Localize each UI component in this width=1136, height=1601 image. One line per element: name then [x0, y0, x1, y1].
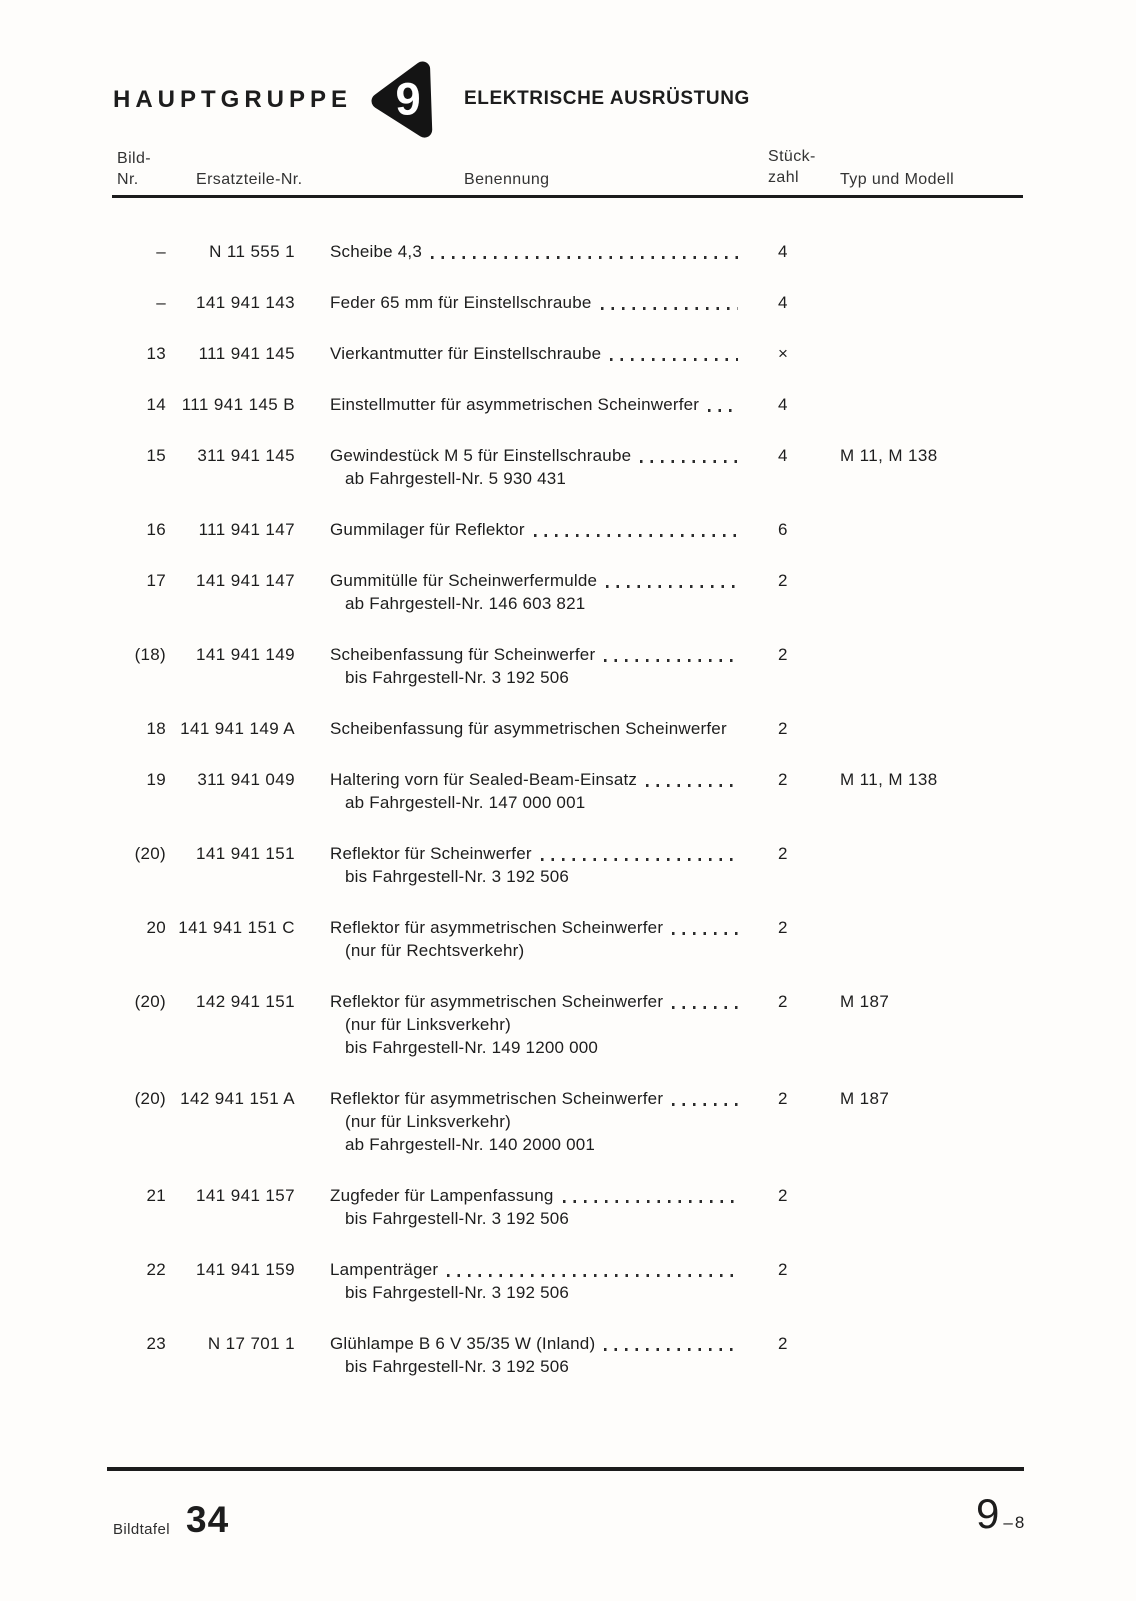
table-row [113, 291, 1028, 314]
chassis-note: (nur für Rechtsverkehr) [345, 941, 525, 960]
dotted-leader [563, 1200, 738, 1203]
part-name-cell [330, 291, 740, 314]
group-9-badge-icon [371, 55, 443, 143]
quantity-cell: 2 [778, 1186, 788, 1205]
table-row [113, 444, 1028, 490]
quantity-cell: 4 [778, 293, 788, 312]
dotted-leader [541, 858, 738, 861]
chassis-note: bis Fahrgestell-Nr. 149 1200 000 [345, 1038, 599, 1057]
parts-table [113, 240, 1028, 1406]
section-title: ELEKTRISCHE AUSRÜSTUNG [464, 88, 750, 109]
quantity-cell: 2 [778, 645, 788, 664]
part-name-cell [330, 1332, 740, 1378]
part-name-line [330, 717, 740, 740]
bildtafel-number: 34 [186, 1499, 230, 1540]
chassis-note: bis Fahrgestell-Nr. 3 192 506 [345, 1209, 570, 1228]
quantity-cell: 2 [778, 992, 788, 1011]
part-name-line [330, 1332, 740, 1355]
quantity-cell: 2 [778, 1089, 788, 1108]
part-number-cell: 142 941 151 A [180, 1089, 295, 1108]
part-name-cell [330, 916, 740, 962]
part-name: Scheibenfassung für Scheinwerfer [330, 645, 596, 664]
column-header-benennung: Benennung [464, 171, 550, 188]
dotted-leader [534, 534, 738, 537]
model-cell: M 187 [840, 1089, 890, 1108]
part-name-cell [330, 768, 740, 814]
table-row [113, 569, 1028, 615]
bild-nr-cell: 13 [146, 344, 166, 363]
page-separator: – [1003, 1513, 1015, 1532]
table-row [113, 1087, 1028, 1156]
part-name: Zugfeder für Lampenfassung [330, 1186, 554, 1205]
table-row [113, 916, 1028, 962]
part-name-line [330, 990, 740, 1013]
part-name-cell [330, 842, 740, 888]
part-name: Reflektor für asymmetrischen Scheinwerfer [330, 918, 664, 937]
part-number-cell: 141 941 149 A [180, 719, 295, 738]
part-name-cell [330, 342, 740, 365]
part-number-cell: 111 941 145 [198, 344, 295, 363]
part-number-cell: 311 941 049 [197, 770, 295, 789]
bild-nr-cell: 16 [146, 520, 166, 539]
header-divider-rule [112, 195, 1023, 198]
part-number-cell: 141 941 147 [196, 571, 295, 590]
model-cell: M 187 [840, 992, 890, 1011]
page-group-number: 9 [976, 1490, 1000, 1537]
bild-nr-cell: (20) [134, 844, 166, 863]
column-header-bild-line1: Bild- [117, 150, 152, 167]
chassis-note: bis Fahrgestell-Nr. 3 192 506 [345, 867, 570, 886]
part-name: Einstellmutter für asymmetrischen Scheinwerfer [330, 395, 700, 414]
part-name: Gummitülle für Scheinwerfermulde [330, 571, 598, 590]
chassis-note: bis Fahrgestell-Nr. 3 192 506 [345, 1357, 570, 1376]
model-cell: M 11, M 138 [840, 770, 938, 789]
page-number: 8 [1014, 1513, 1027, 1532]
chassis-note: ab Fahrgestell-Nr. 147 000 001 [345, 793, 586, 812]
bild-nr-cell: (20) [134, 1089, 166, 1108]
table-row [113, 643, 1028, 689]
table-row [113, 1184, 1028, 1230]
part-name: Glühlampe B 6 V 35/35 W (Inland) [330, 1334, 596, 1353]
main-group-label: HAUPTGRUPPE [113, 86, 353, 113]
bild-nr-cell: 22 [146, 1260, 166, 1279]
quantity-cell: 2 [778, 1334, 788, 1353]
dotted-leader [672, 932, 738, 935]
bild-nr-cell: 21 [146, 1186, 166, 1205]
model-cell: M 11, M 138 [840, 446, 938, 465]
column-header-stueck-line1: Stück- [768, 148, 816, 165]
part-name-line [330, 768, 740, 791]
part-name: Reflektor für asymmetrischen Scheinwerfer [330, 992, 664, 1011]
quantity-cell: 2 [778, 571, 788, 590]
part-number-cell: 111 941 145 B [181, 395, 295, 414]
part-name: Vierkantmutter für Einstellschraube [330, 344, 602, 363]
part-name-line [330, 643, 740, 666]
dotted-leader [601, 307, 738, 310]
quantity-cell: 4 [778, 395, 788, 414]
part-name-line [330, 518, 740, 541]
part-name-cell [330, 1087, 740, 1156]
column-header-ersatzteile-nr: Ersatzteile-Nr. [196, 171, 303, 188]
quantity-cell: 2 [778, 918, 788, 937]
dotted-leader [606, 585, 738, 588]
bild-nr-cell: 20 [146, 918, 166, 937]
part-number-cell: 141 941 159 [196, 1260, 295, 1279]
quantity-cell: 2 [778, 1260, 788, 1279]
table-row [113, 842, 1028, 888]
chassis-note: ab Fahrgestell-Nr. 146 603 821 [345, 594, 586, 613]
quantity-cell: 6 [778, 520, 788, 539]
part-number-cell: N 11 555 1 [209, 242, 295, 261]
table-row [113, 1258, 1028, 1304]
table-row [113, 1332, 1028, 1378]
part-name-cell [330, 1258, 740, 1304]
chassis-note: bis Fahrgestell-Nr. 3 192 506 [345, 1283, 570, 1302]
dotted-leader [604, 659, 738, 662]
part-name-line [330, 1258, 740, 1281]
quantity-cell: 2 [778, 770, 788, 789]
svg-text:9: 9 [395, 73, 421, 125]
part-name-line [330, 1087, 740, 1110]
quantity-cell: × [778, 344, 788, 363]
column-header-bild-nr [117, 148, 151, 190]
part-name-line [330, 916, 740, 939]
dotted-leader [672, 1103, 738, 1106]
part-name-cell [330, 569, 740, 615]
part-number-cell: 141 941 149 [196, 645, 295, 664]
part-name-cell [330, 444, 740, 490]
page-number-suffix [1003, 1513, 1026, 1538]
part-number-cell: 141 941 157 [196, 1186, 295, 1205]
part-name-cell [330, 393, 740, 416]
part-name-cell [330, 717, 740, 740]
part-number-cell: N 17 701 1 [207, 1334, 295, 1353]
table-row [113, 240, 1028, 263]
part-number-cell: 111 941 147 [198, 520, 295, 539]
bild-nr-cell: 17 [146, 571, 166, 590]
chassis-note: ab Fahrgestell-Nr. 5 930 431 [345, 469, 567, 488]
quantity-cell: 4 [778, 242, 788, 261]
part-name: Scheibenfassung für asymmetrischen Scheinwerfer [330, 719, 727, 738]
bild-nr-cell: (18) [134, 645, 166, 664]
chassis-note: bis Fahrgestell-Nr. 3 192 506 [345, 668, 570, 687]
column-header-bild-line2: Nr. [117, 171, 139, 188]
bild-nr-cell: 14 [146, 395, 166, 414]
part-number-cell: 142 941 151 [196, 992, 295, 1011]
part-name-line [330, 842, 740, 865]
part-name: Haltering vorn für Sealed-Beam-Einsatz [330, 770, 638, 789]
part-name-line [330, 342, 740, 365]
part-name-line [330, 291, 740, 314]
part-name: Scheibe 4,3 [330, 242, 422, 261]
part-number-cell: 311 941 145 [197, 446, 295, 465]
dotted-leader [640, 460, 738, 463]
quantity-cell: 2 [778, 844, 788, 863]
part-number-cell: 141 941 151 [196, 844, 295, 863]
part-name-cell [330, 1184, 740, 1230]
part-name: Feder 65 mm für Einstellschraube [330, 293, 592, 312]
dotted-leader [672, 1006, 738, 1009]
part-name-line [330, 444, 740, 467]
bild-nr-cell: 19 [146, 770, 166, 789]
part-name-line [330, 1184, 740, 1207]
bild-nr-cell: – [156, 242, 166, 261]
part-name-cell [330, 240, 740, 263]
part-name: Gewindestück M 5 für Einstellschraube [330, 446, 632, 465]
part-name-cell [330, 990, 740, 1059]
quantity-cell: 2 [778, 719, 788, 738]
part-name-cell [330, 518, 740, 541]
part-name-cell [330, 643, 740, 689]
dotted-leader [708, 409, 738, 412]
bildtafel-label: Bildtafel [113, 1521, 170, 1538]
chassis-note: (nur für Linksverkehr) [345, 1015, 511, 1034]
part-number-cell: 141 941 143 [196, 293, 295, 312]
bild-nr-cell: 18 [146, 719, 166, 738]
part-name: Gummilager für Reflektor [330, 520, 525, 539]
part-name: Reflektor für Scheinwerfer [330, 844, 532, 863]
page-reference [976, 1490, 1026, 1538]
dotted-leader [447, 1274, 738, 1277]
part-name-line [330, 240, 740, 263]
column-header-typ-und-modell: Typ und Modell [840, 171, 955, 188]
dotted-leader [646, 784, 738, 787]
column-header-stueckzahl [768, 146, 816, 188]
bild-nr-cell: – [156, 293, 166, 312]
footer-divider-rule [107, 1467, 1024, 1471]
column-header-stueck-line2: zahl [768, 169, 799, 186]
bild-nr-cell: 23 [146, 1334, 166, 1353]
chassis-note: ab Fahrgestell-Nr. 140 2000 001 [345, 1135, 596, 1154]
chassis-note: (nur für Linksverkehr) [345, 1112, 511, 1131]
table-row [113, 990, 1028, 1059]
part-name-line [330, 569, 740, 592]
part-name-line [330, 393, 740, 416]
dotted-leader [431, 256, 738, 259]
part-name: Reflektor für asymmetrischen Scheinwerfer [330, 1089, 664, 1108]
table-row [113, 393, 1028, 416]
table-row [113, 717, 1028, 740]
table-row [113, 768, 1028, 814]
part-name: Lampenträger [330, 1260, 439, 1279]
dotted-leader [610, 358, 738, 361]
bild-nr-cell: 15 [146, 446, 166, 465]
bild-nr-cell: (20) [134, 992, 166, 1011]
quantity-cell: 4 [778, 446, 788, 465]
part-number-cell: 141 941 151 C [178, 918, 295, 937]
table-row [113, 518, 1028, 541]
table-row [113, 342, 1028, 365]
dotted-leader [604, 1348, 738, 1351]
